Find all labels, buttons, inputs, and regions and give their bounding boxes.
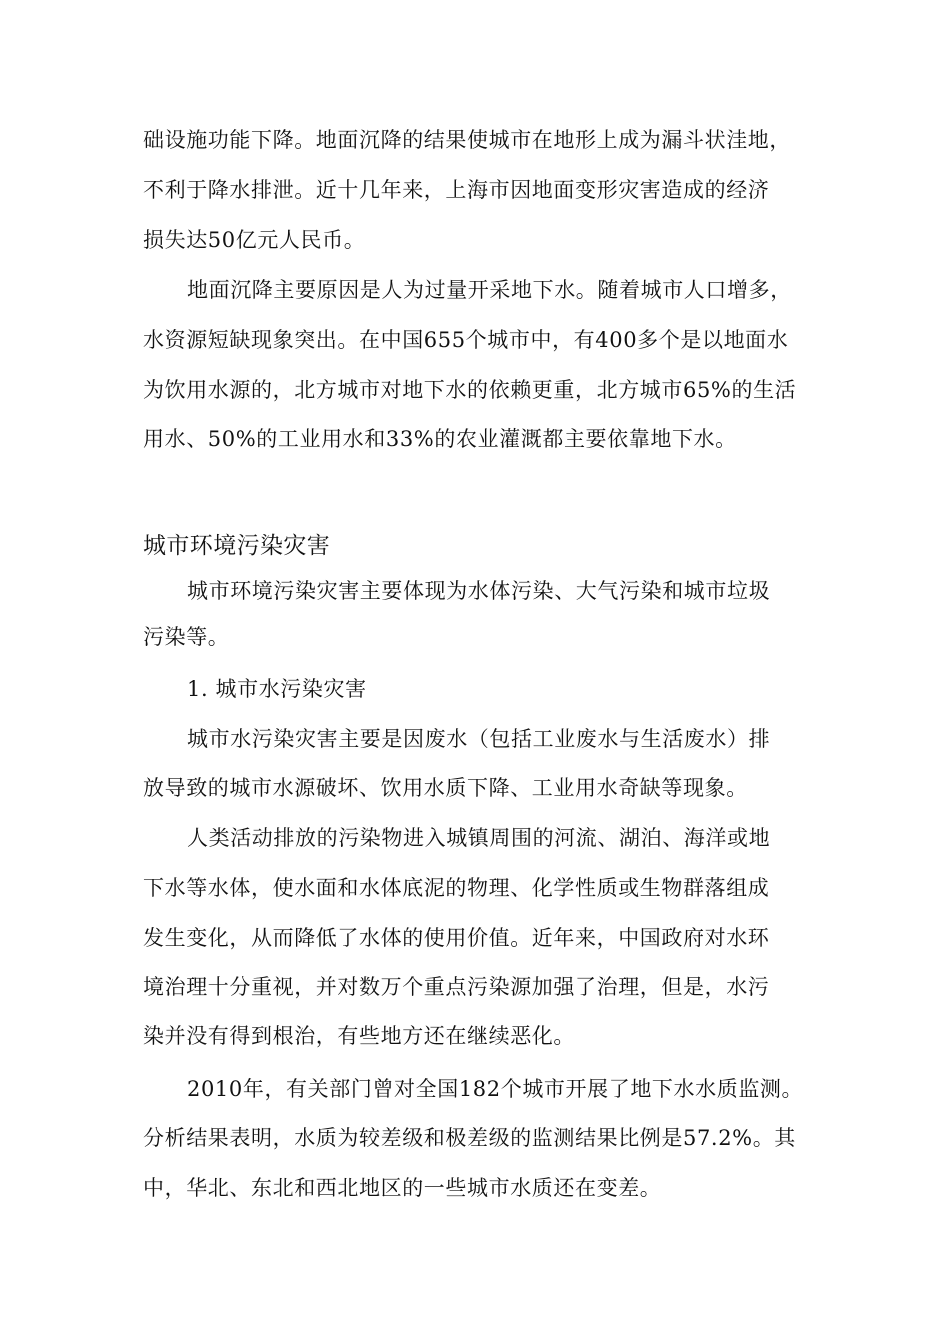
text-line: 城市水污染灾害主要是因废水（包括工业废水与生活废水）排 [187,727,771,751]
text-line: 损失达50亿元人民币。 [143,228,366,252]
text-line: 水资源短缺现象突出。在中国655个城市中，有400多个是以地面水 [143,328,789,352]
text-line: 2010年，有关部门曾对全国182个城市开展了地下水水质监测。 [187,1077,804,1101]
text-line: 人类活动排放的污染物进入城镇周围的河流、湖泊、海洋或地 [187,826,771,850]
text-line: 下水等水体，使水面和水体底泥的物理、化学性质或生物群落组成 [143,876,770,900]
text-line: 地面沉降主要原因是人为过量开采地下水。随着城市人口增多， [187,278,792,302]
text-line: 础设施功能下降。地面沉降的结果使城市在地形上成为漏斗状洼地， [143,128,791,152]
text-line: 境治理十分重视，并对数万个重点污染源加强了治理，但是，水污 [143,975,770,999]
text-line: 染并没有得到根治，有些地方还在继续恶化。 [143,1024,575,1048]
text-line: 发生变化，从而降低了水体的使用价值。近年来，中国政府对水环 [143,926,770,950]
text-line: 分析结果表明，水质为较差级和极差级的监测结果比例是57.2%。其 [143,1126,796,1150]
text-line: 用水、50%的工业用水和33%的农业灌溉都主要依靠地下水。 [143,427,737,451]
subsection-heading: 1. 城市水污染灾害 [187,677,367,701]
text-line: 中，华北、东北和西北地区的一些城市水质还在变差。 [143,1176,662,1200]
text-line: 放导致的城市水源破坏、饮用水质下降、工业用水奇缺等现象。 [143,776,748,800]
section-heading: 城市环境污染灾害 [143,533,331,559]
text-line: 不利于降水排泄。近十几年来，上海市因地面变形灾害造成的经济 [143,178,770,202]
text-line: 城市环境污染灾害主要体现为水体污染、大气污染和城市垃圾 [187,579,771,603]
text-line: 为饮用水源的，北方城市对地下水的依赖更重，北方城市65%的生活 [143,378,797,402]
text-line: 污染等。 [143,625,230,649]
